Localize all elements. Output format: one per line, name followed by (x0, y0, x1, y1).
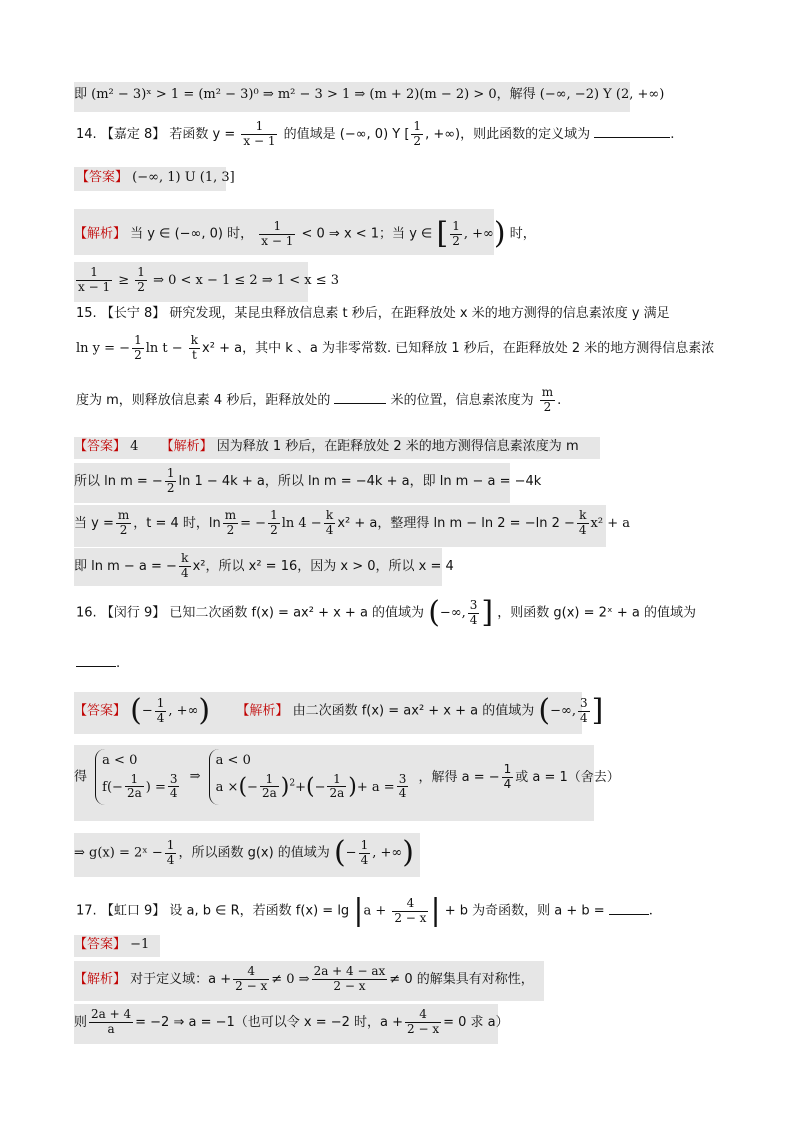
q14-answer-tag: 【答案】 (76, 170, 129, 185)
q15-s3-k-over-4: $\frac{k}{4}$ (325, 508, 334, 537)
q17-source: 【虹口 9】 (100, 903, 166, 919)
q17-s1-fraction-2: $\frac{2a + 4 - ax}{2 - x}$ (313, 964, 386, 993)
q15-s3-e: x² + a，整理得 ln m − ln 2 = −ln 2 − (337, 515, 575, 531)
q15-number: 15. (76, 306, 97, 321)
q15-answer: 4 (130, 439, 139, 454)
q16-s3-range-fraction: $\frac{1}{4}$ (360, 837, 369, 867)
q14-text-c: , +∞)，则此函数的定义域为 (425, 126, 591, 142)
q16-analysis-tag: 【解析】 (236, 703, 289, 719)
q16-s2-pre: 得 (74, 769, 88, 785)
q13-continuation (74, 82, 665, 112)
q14-a2-end: ⇒ 0 < x − 1 ≤ 2 ⇒ 1 < x ≤ 3 (153, 272, 340, 288)
q15-answer-tag: 【答案】 (74, 439, 127, 454)
q15-line-2-c: x² + a，其中 k 、a 为非零常数. 已知释放 1 秒后，在距释放处 2 米的地方测得信息素浓 (202, 340, 715, 356)
q17-s2-c: = 0 求 a） (443, 1014, 509, 1030)
q15-s4-a: 即 ln m − a = − (74, 558, 177, 574)
q16-question: 16. 【闵行 9】 已知二次函数 f(x) = ax² + x + a 的值域为 (−∞, $\frac{3}{4}$ ] ，则函数 g(x) = 2ˣ + a 的值域为 (76, 595, 696, 630)
q15-question-line-2 (76, 334, 714, 363)
q16-analysis-a: 由二次函数 f(x) = ax² + x + a 的值域为 (292, 703, 535, 719)
q17-s1-b: ≠ 0 ⇒ (271, 971, 310, 987)
q15-analysis-tag: 【解析】 (160, 439, 213, 454)
q16-answer-pre: − (141, 703, 153, 719)
q15-answer-blank (334, 403, 386, 404)
q15-s3-half: $\frac{1}{2}$ (270, 508, 278, 537)
q16-s3-a: ⇒ g(x) = 2ˣ − (74, 845, 163, 861)
q16-s3-b: ，所以函数 g(x) 的值域为 (178, 845, 330, 861)
q17-text-b: a + (363, 903, 387, 919)
q16-answer-post: , +∞ (168, 703, 199, 719)
q16-blank-line: . (76, 656, 120, 672)
q16-text-b: ，则函数 g(x) = 2ˣ + a 的值域为 (497, 605, 696, 621)
q15-analysis-row-2 (74, 463, 542, 503)
q16-answer-tag: 【答案】 (74, 703, 127, 719)
q15-half: $\frac{1}{2}$ (134, 333, 142, 362)
q16-s2-post: ，解得 a = − (418, 769, 500, 785)
q17-answer-row (74, 935, 160, 957)
q15-line-1: 研究发现，某昆虫释放信息素 t 秒后，在距释放处 x 米的地方测得的信息素浓度 y 满足 (169, 306, 670, 321)
q17-answer-blank (609, 914, 649, 915)
q15-source: 【长宁 8】 (100, 306, 166, 321)
q17-question: 17. 【虹口 9】 设 a, b ∈ R，若函数 f(x) = lg |a + $\frac{4}{2 - x}$ | + b 为奇函数，则 a + b = . (76, 893, 653, 928)
q15-line-3-b: 米的位置，信息素浓度为 (390, 392, 534, 408)
q14-analysis-row-1: 【解析】 当 y ∈ (−∞, 0) 时， $\frac{1}{x - 1}$ < 0 ⇒ x < 1；当 y ∈ [ $\frac{1}{2}$ , +∞) 时， (74, 209, 494, 255)
q17-answer-tag: 【答案】 (74, 937, 127, 952)
q17-s2-fraction-2: $\frac{4}{2 - x}$ (407, 1007, 440, 1036)
q17-text-c: + b 为奇函数，则 a + b = (444, 903, 605, 919)
q15-s3-ln-m-over-2: $\frac{m}{2}$ (224, 508, 237, 537)
q17-analysis-row-1 (74, 961, 544, 1001)
q16-range-fraction: $\frac{3}{4}$ (469, 597, 478, 627)
q14-a2-fraction: $\frac{1}{x - 1}$ (78, 265, 111, 294)
q14-question: 14. 【嘉定 8】 若函数 y = $\frac{1}{x - 1}$ 的值域是 (−∞, 0) Y [ $\frac{1}{2}$ , +∞)，则此函数的定义域为 . (76, 119, 675, 148)
q17-fraction: $\frac{4}{2 - x}$ (394, 895, 427, 925)
q17-number: 17. (76, 903, 97, 919)
q15-s1: 因为释放 1 秒后，在距释放处 2 米的地方测得信息素浓度为 m (216, 439, 579, 454)
q16-source: 【闵行 9】 (100, 605, 166, 621)
q17-text-a: 设 a, b ∈ R，若函数 f(x) = lg (169, 903, 350, 919)
q15-question-line-3: 度为 m，则释放信息素 4 秒后，距释放处的 米的位置，信息素浓度为 $\frac{m}{2}$ . (76, 385, 562, 414)
q16-system-1: a < 0 f(− $\frac{1}{2a}$ ) = $\frac{3}{4}$ (95, 749, 181, 805)
q14-a1-bracket-fraction: $\frac{1}{2}$ (452, 218, 460, 248)
q16-system-2: a < 0 a ×(− $\frac{1}{2a}$ )$^2$+(− $\frac{1}{2a}$ )+ a = $\frac{3}{4}$ (209, 749, 411, 805)
q15-s3-f: x² + a (590, 515, 630, 531)
q16-answer-blank (76, 666, 116, 667)
q15-s3-m-over-2: $\frac{m}{2}$ (117, 508, 130, 537)
q14-answer: (−∞, 1) U (1, 3] (132, 170, 235, 185)
q17-s2-fraction: $\frac{2a + 4}{a}$ (91, 1007, 132, 1036)
q16-range: −∞, (439, 605, 466, 621)
q13-prefix: 即 (74, 87, 88, 102)
q16-number: 16. (76, 605, 97, 621)
q15-m-over-2: $\frac{m}{2}$ (541, 385, 554, 414)
q15-s3-d: ln 4 − (281, 515, 322, 531)
q17-answer: −1 (130, 937, 150, 952)
q14-answer-blank (594, 137, 670, 138)
q16-answer-row: 【答案】 (− $\frac{1}{4}$ , +∞) 【解析】 由二次函数 f(x) = ax² + x + a 的值域为 (−∞, $\frac{3}{4}$ ] (74, 692, 582, 734)
q15-s2-b: ln 1 − 4k + a，所以 ln m = −4k + a，即 ln m − a = −4k (178, 473, 542, 489)
q15-s4-b: x²，所以 x² = 16，因为 x > 0，所以 x = 4 (192, 558, 454, 574)
q15-question-line-1 (76, 306, 670, 322)
q15-s2-a: 所以 ln m = − (74, 473, 163, 489)
q15-s4-k-over-4: $\frac{k}{4}$ (180, 551, 189, 580)
q16-s3-fraction: $\frac{1}{4}$ (166, 837, 175, 867)
q15-analysis-row-3 (74, 505, 630, 547)
q14-a1-end: 时， (509, 226, 536, 242)
q14-a2-geq: ≥ (118, 272, 130, 288)
q13-math: (m² − 3)ˣ > 1 = (m² − 3)⁰ ⇒ m² − 3 > 1 ⇒ (m + 2)(m − 2) > 0，解得 (−∞, −2) Y (2, +∞) (91, 87, 665, 102)
q14-a1-pre: 当 y ∈ (−∞, 0) 时， (130, 226, 254, 242)
q14-source: 【嘉定 8】 (100, 126, 166, 142)
q14-answer-row (74, 167, 235, 191)
q16-s2-fraction: $\frac{1}{4}$ (503, 761, 512, 791)
q14-fraction: $\frac{1}{x - 1}$ (243, 119, 276, 148)
q14-text-b: 的值域是 (−∞, 0) Y [ (283, 126, 410, 142)
q14-a1-fraction: $\frac{1}{x - 1}$ (261, 218, 294, 248)
q17-s1-fraction: $\frac{4}{2 - x}$ (235, 964, 268, 993)
q16-text-a: 已知二次函数 f(x) = ax² + x + a 的值域为 (169, 605, 425, 621)
q14-number: 14. (76, 126, 97, 142)
q15-analysis-row-4 (74, 548, 454, 586)
q15-line-2-a: ln y = − (76, 340, 131, 356)
q14-text-a: 若函数 y = (169, 126, 236, 142)
q17-s1-a: 对于定义域：a + (130, 971, 232, 987)
q15-s3-k-over-4-b: $\frac{k}{4}$ (578, 508, 587, 537)
q14-a2-half: $\frac{1}{2}$ (137, 265, 145, 294)
q15-s3-b: ，t = 4 时，ln (133, 515, 221, 531)
q15-s3-c: = − (240, 515, 267, 531)
q16-s2-end: 或 a = 1（舍去） (515, 769, 620, 785)
q17-analysis-tag: 【解析】 (74, 971, 127, 987)
q16-analysis-range: −∞, (550, 703, 576, 719)
q17-s2-b: = −2 ⇒ a = −1（也可以令 x = −2 时，a + (135, 1014, 404, 1030)
q16-analysis-row-2: 得 a < 0 f(− $\frac{1}{2a}$ ) = $\frac{3}{4}$ ⇒ a < 0 a ×(− $\frac{1}{2a}$ )$^2$+(− $\frac{1}{2a}$ )+ a = $\frac{3}{4}$ ，解得 a = − $\frac{1}{4}$ 或 a = 1（舍去） (74, 745, 594, 821)
q16-analysis-range-fraction: $\frac{3}{4}$ (579, 695, 588, 725)
q16-answer-fraction: $\frac{1}{4}$ (156, 695, 165, 725)
q14-a1-mid: < 0 ⇒ x < 1；当 y ∈ (301, 226, 433, 242)
q14-fraction-half: $\frac{1}{2}$ (413, 119, 422, 148)
q17-analysis-row-2 (74, 1004, 509, 1044)
q14-analysis-tag: 【解析】 (74, 226, 127, 242)
q14-analysis-row-2 (74, 262, 340, 302)
q15-line-3-a: 度为 m，则释放信息素 4 秒后，距释放处的 (76, 392, 331, 408)
q17-s2-a: 则 (74, 1014, 88, 1030)
q16-analysis-row-3: ⇒ g(x) = 2ˣ − $\frac{1}{4}$ ，所以函数 g(x) 的值域为 (− $\frac{1}{4}$ , +∞) (74, 833, 420, 877)
q15-line-2-b: ln t − (145, 340, 183, 356)
q15-s2-half: $\frac{1}{2}$ (166, 466, 175, 495)
q15-answer-row (74, 437, 600, 459)
q15-k-over-t: $\frac{k}{t}$ (190, 333, 199, 362)
q17-s1-c: ≠ 0 的解集具有对称性， (389, 971, 534, 987)
q15-s3-a: 当 y = (74, 515, 114, 531)
